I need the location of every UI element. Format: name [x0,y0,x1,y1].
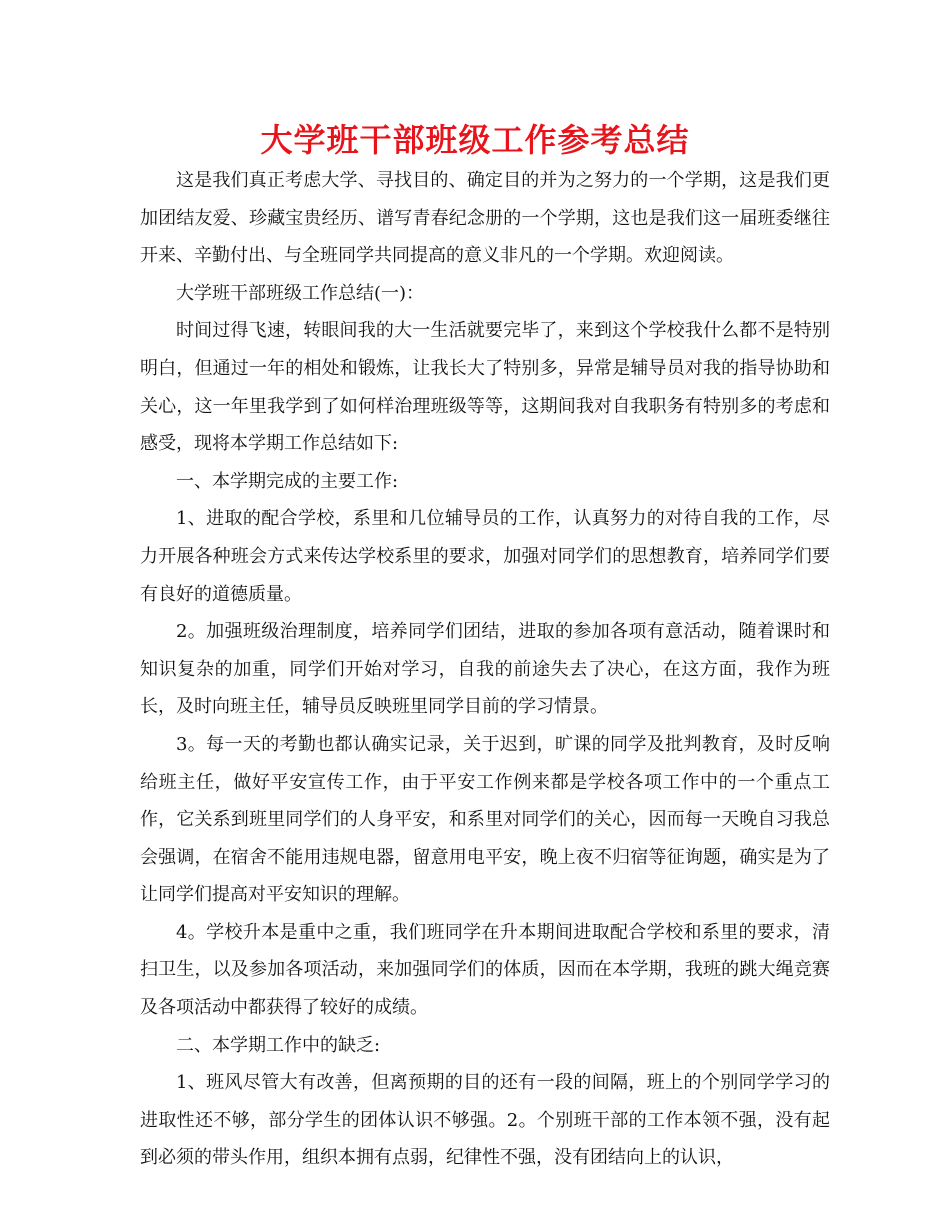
paragraph-overview: 时间过得飞速，转眼间我的大一生活就要完毕了，来到这个学校我什么都不是特别明白，但通过一年的相处和锻炼，让我长大了特别多，异常是辅导员对我的指导协助和关心，这一年里我学到了如何样治理班级等等，这期间我对自我职务有特别多的考虑和感受，现将本学期工作总结如下: [140,320,830,455]
paragraph-shortcomings: 1、班风尽管大有改善，但离预期的目的还有一段的间隔，班上的个别同学学习的进取性还不够，部分学生的团体认识不够强。2。个别班干部的工作本领不强，没有起到必须的带头作用，组织本拥有点弱，纪律性不强，没有团结向上的认识， [140,1072,830,1169]
section-heading-summary-1: 大学班干部班级工作总结(一)： [176,282,425,304]
document-title: 大学班干部班级工作参考总结 [260,121,690,159]
paragraph-intro: 这是我们真正考虑大学、寻找目的、确定目的并为之努力的一个学期，这是我们更加团结友爱、珍藏宝贵经历、谱写青春纪念册的一个学期，这也是我们这一届班委继往开来、辛勤付出、与全班同学共同提高的意义非凡的一个学期。欢迎阅读。 [140,170,830,267]
paragraph-item-2: 2。加强班级治理制度，培养同学们团结，进取的参加各项有意活动，随着课时和知识复杂的加重，同学们开始对学习，自我的前途失去了决心，在这方面，我作为班长，及时向班主任，辅导员反映班里同学目前的学习情景。 [140,621,830,718]
paragraph-item-1: 1、进取的配合学校，系里和几位辅导员的工作，认真努力的对待自我的工作，尽力开展各种班会方式来传达学校系里的要求，加强对同学们的思想教育，培养同学们要有良好的道德质量。 [140,508,830,605]
paragraph-item-3: 3。每一天的考勤也都认确实记录，关于迟到，旷课的同学及批判教育，及时反响给班主任，做好平安宣传工作，由于平安工作例来都是学校各项工作中的一个重点工作，它关系到班里同学们的人身平安，和系里对同学们的关心，因而每一天晚自习我总会强调，在宿舍不能用违规电器，留意用电平安，晚上夜不归宿等征询题，确实是为了让同学们提高对平安知识的理解。 [140,733,830,906]
document-body [140,162,830,1177]
paragraph-item-4: 4。学校升本是重中之重，我们班同学在升本期间进取配合学校和系里的要求，清扫卫生，以及参加各项活动，来加强同学们的体质，因而在本学期，我班的跳大绳竞赛及各项活动中都获得了较好的成绩。 [140,921,830,1019]
section-heading-shortcomings: 二、本学期工作中的缺乏: [176,1034,381,1056]
section-heading-main-work: 一、本学期完成的主要工作: [176,470,399,492]
